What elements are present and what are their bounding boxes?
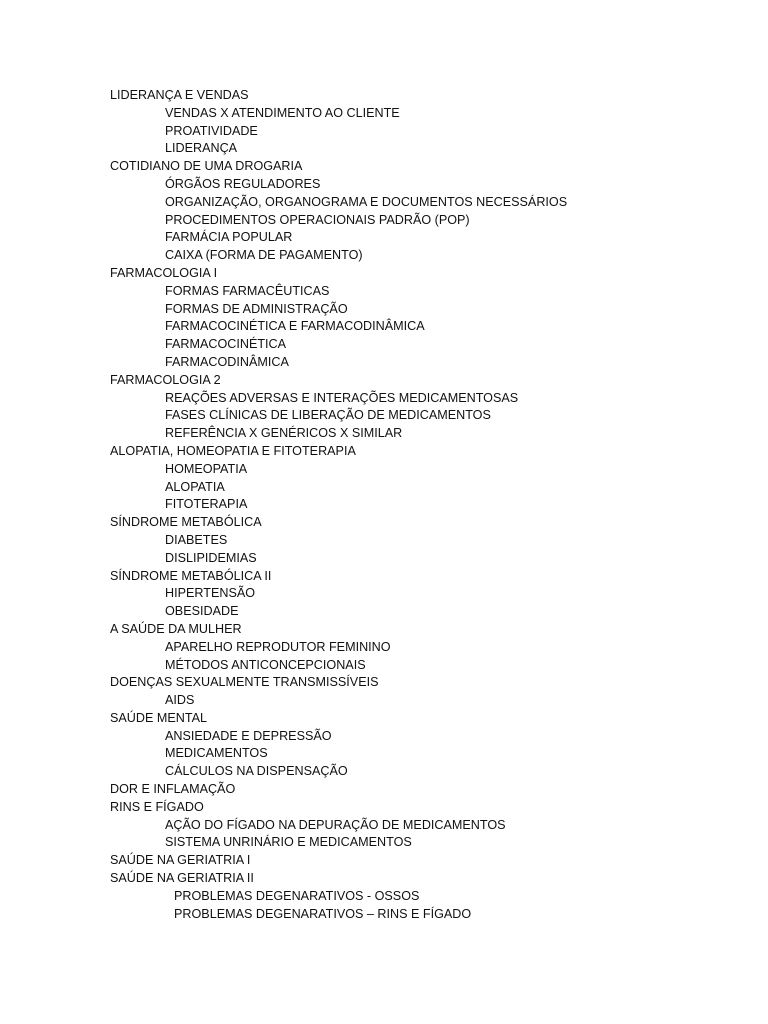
outline-subitem: PROBLEMAS DEGENARATIVOS – RINS E FÍGADO bbox=[174, 906, 472, 921]
outline-subitem: REFERÊNCIA X GENÉRICOS X SIMILAR bbox=[165, 426, 403, 441]
outline-heading: SÍNDROME METABÓLICA bbox=[110, 515, 262, 530]
outline-subitem: FARMACOCINÉTICA E FARMACODINÂMICA bbox=[165, 319, 425, 334]
outline-subitem: FASES CLÍNICAS DE LIBERAÇÃO DE MEDICAMENTOS bbox=[165, 408, 491, 423]
outline-subitem: APARELHO REPRODUTOR FEMININO bbox=[165, 639, 391, 654]
outline-subitem: DIABETES bbox=[165, 532, 228, 547]
outline-heading: SAÚDE NA GERIATRIA I bbox=[110, 853, 251, 868]
outline-subitem: FARMACOCINÉTICA bbox=[165, 337, 287, 352]
outline-subitem: FORMAS DE ADMINISTRAÇÃO bbox=[165, 301, 348, 316]
outline-subitem: AÇÃO DO FÍGADO NA DEPURAÇÃO DE MEDICAMENTOS bbox=[165, 817, 506, 832]
outline-heading: DOENÇAS SEXUALMENTE TRANSMISSÍVEIS bbox=[110, 675, 379, 690]
outline-subitem: ANSIEDADE E DEPRESSÃO bbox=[165, 728, 332, 743]
outline-subitem: OBESIDADE bbox=[165, 604, 239, 619]
outline-heading: RINS E FÍGADO bbox=[110, 799, 204, 814]
outline-subitem: SISTEMA UNRINÁRIO E MEDICAMENTOS bbox=[165, 835, 412, 850]
outline-subitem: LIDERANÇA bbox=[165, 141, 238, 156]
outline-heading: SAÚDE NA GERIATRIA II bbox=[110, 871, 254, 886]
outline-subitem: CAIXA (FORMA DE PAGAMENTO) bbox=[165, 248, 363, 263]
outline-subitem: FITOTERAPIA bbox=[165, 497, 248, 512]
outline-heading: SAÚDE MENTAL bbox=[110, 710, 208, 725]
outline-subitem: ALOPATIA bbox=[165, 479, 225, 494]
outline-subitem: FORMAS FARMACÊUTICAS bbox=[165, 283, 330, 298]
outline-heading: DOR E INFLAMAÇÃO bbox=[110, 782, 236, 797]
outline-subitem: HIPERTENSÃO bbox=[165, 586, 256, 601]
outline-subitem: PROBLEMAS DEGENARATIVOS - OSSOS bbox=[174, 888, 420, 903]
outline-heading: FARMACOLOGIA I bbox=[110, 265, 218, 280]
outline-heading: LIDERANÇA E VENDAS bbox=[110, 88, 249, 102]
outline-subitem: PROATIVIDADE bbox=[165, 123, 258, 138]
outline-heading: A SAÚDE DA MULHER bbox=[110, 621, 242, 636]
outline-subitem: FARMACODINÂMICA bbox=[165, 354, 289, 369]
outline-subitem: MEDICAMENTOS bbox=[165, 746, 268, 761]
outline-heading: FARMACOLOGIA 2 bbox=[110, 372, 221, 387]
outline-subitem: FARMÁCIA POPULAR bbox=[165, 230, 293, 245]
outline-subitem: MÉTODOS ANTICONCEPCIONAIS bbox=[165, 657, 366, 672]
outline-subitem: HOMEOPATIA bbox=[165, 461, 248, 476]
outline-subitem: AIDS bbox=[165, 693, 195, 708]
outline-subitem: DISLIPIDEMIAS bbox=[165, 550, 257, 565]
outline-subitem: PROCEDIMENTOS OPERACIONAIS PADRÃO (POP) bbox=[165, 212, 470, 227]
outline-heading: ALOPATIA, HOMEOPATIA E FITOTERAPIA bbox=[110, 443, 356, 458]
outline-heading: COTIDIANO DE UMA DROGARIA bbox=[110, 159, 303, 174]
outline-heading: SÍNDROME METABÓLICA II bbox=[110, 568, 272, 583]
outline-subitem: REAÇÕES ADVERSAS E INTERAÇÕES MEDICAMENTOSAS bbox=[165, 390, 519, 405]
outline-subitem: VENDAS X ATENDIMENTO AO CLIENTE bbox=[165, 105, 400, 120]
outline-subitem: CÁLCULOS NA DISPENSAÇÃO bbox=[165, 764, 348, 779]
topic-outline bbox=[110, 87, 567, 923]
outline-subitem: ORGANIZAÇÃO, ORGANOGRAMA E DOCUMENTOS NECESSÁRIOS bbox=[165, 194, 568, 209]
outline-subitem: ÓRGÃOS REGULADORES bbox=[165, 176, 321, 191]
